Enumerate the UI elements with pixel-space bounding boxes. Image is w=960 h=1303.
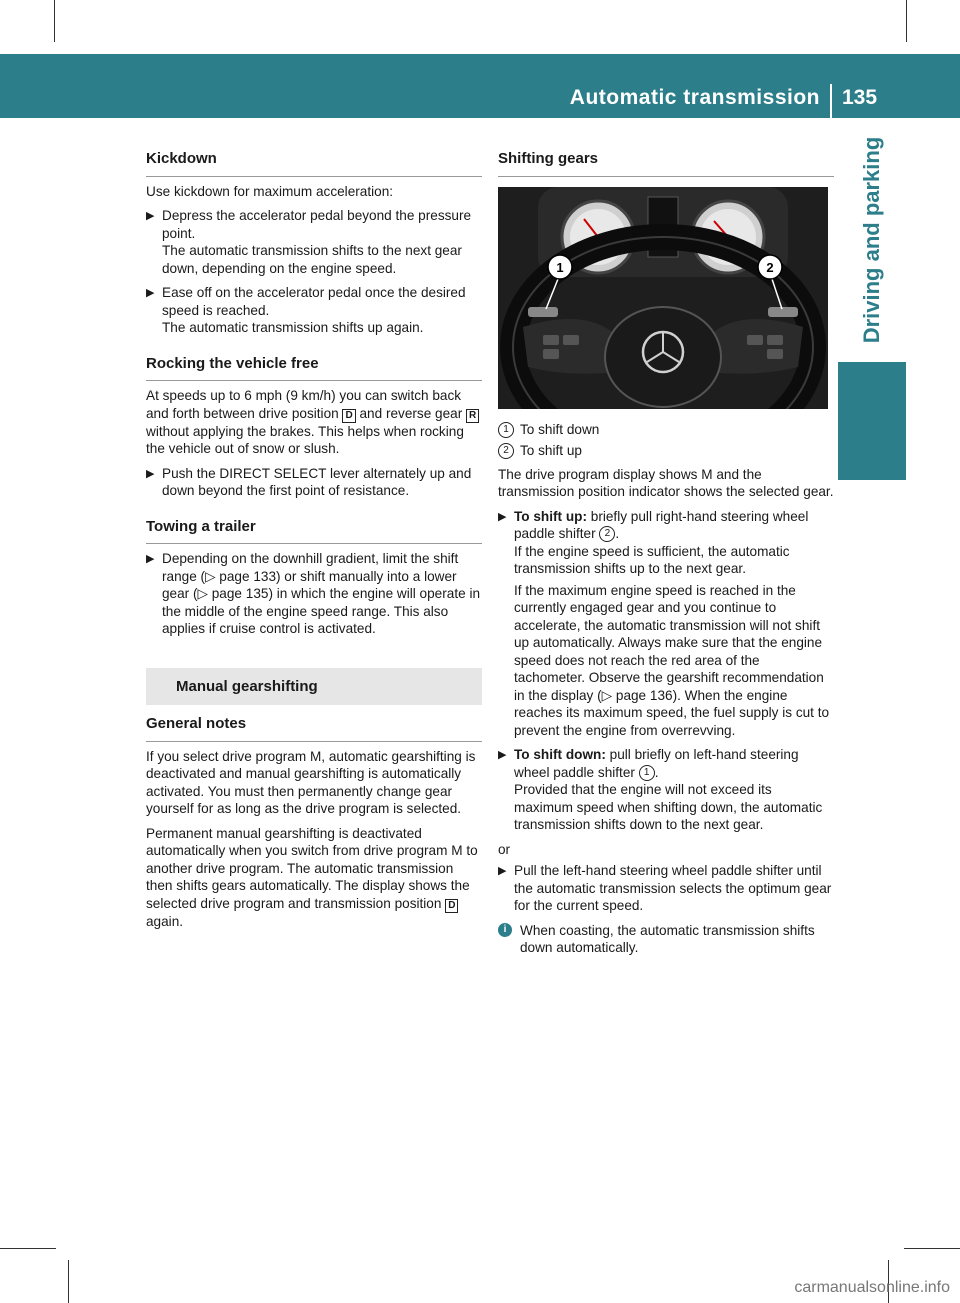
manual-paragraph-1: If you select drive program M, automatic gearshifting is deactivated and manual gearshifting is automatically activated. You must then permanently change gear yourself for as long as the drive program is selected. [146, 748, 476, 816]
callout-number: 2 [599, 526, 615, 542]
text-run: . [654, 764, 659, 780]
drive-program-paragraph: The drive program display shows M and the transmission position indicator shows the selected gear. [498, 466, 834, 499]
step-label: To shift up: [514, 508, 587, 524]
step-arrow-icon: ▶ [146, 210, 155, 222]
crop-mark [68, 1260, 69, 1303]
kickdown-intro: Use kickdown for maximum acceleration: [146, 183, 394, 199]
legend-item-1 [498, 421, 834, 439]
text-run: Permanent manual gearshifting is deactivated automatically when you switch from drive program M to another drive program. The automatic transmission then shifts gears automatically. The display shows the selected drive program and transmission position [146, 825, 478, 911]
step-note: The automatic transmission shifts up again. [162, 320, 424, 335]
step-text: Ease off on the accelerator pedal once the desired speed is reached. [162, 285, 466, 318]
or-text: or [498, 841, 511, 857]
legend-text: To shift down [520, 421, 600, 437]
kickdown-step-2 [146, 284, 482, 337]
step-text: briefly pull right-hand steering wheel paddle shifter [514, 508, 809, 541]
steering-wheel-figure [498, 187, 828, 409]
step-label: To shift down: [514, 747, 606, 762]
callout-number: 2 [498, 443, 514, 459]
general-notes-heading: General notes [146, 715, 482, 742]
step-arrow-icon: ▶ [146, 553, 155, 565]
rocking-heading: Rocking the vehicle free [146, 355, 482, 382]
side-tab-label: Driving and parking [859, 136, 884, 344]
rocking-step-1 [146, 465, 482, 500]
gear-key-d: D [342, 409, 355, 423]
gear-key-d: D [445, 899, 458, 913]
kickdown-step-1 [146, 207, 482, 277]
step-note: If the maximum engine speed is reached in the currently engaged gear and you continue to accelerate, the automatic transmission will not shift up automatically. Always make sure that the engine speed does not reach the red area of the tachometer. Observe the gearshift recommendation in the display (▷ page 136). When the engine reaches its maximum speed, the fuel supply is cut to prevent the engine from overrevving. [514, 582, 830, 738]
page-number: 135 [842, 86, 878, 109]
step-text: Push the DIRECT SELECT lever alternately up and down beyond the first point of resistance. [162, 465, 472, 498]
shift-up-step [498, 508, 834, 740]
text-run: and reverse gear [355, 405, 467, 421]
pull-paddle-step [498, 862, 834, 915]
step-text: Depending on the downhill gradient, limit the shift range (▷ page 133) or shift manually into a lower gear (▷ page 135) in which the engine will operate in the middle of the engine speed range. This also applies if cruise control is activated. [162, 551, 481, 636]
manual-paragraph-2 [146, 825, 482, 931]
callout-number: 1 [639, 765, 655, 781]
info-icon: i [498, 923, 512, 937]
crop-mark [904, 1248, 960, 1249]
figure-callout-1: 1 [556, 259, 564, 275]
legend-text: To shift up [520, 443, 582, 458]
side-tab-marker [838, 362, 906, 480]
step-text: Pull the left-hand steering wheel paddle shifter until the automatic transmission selects the optimum gear for the current speed. [514, 863, 832, 913]
crop-mark [0, 1248, 56, 1249]
callout-number: 1 [498, 422, 514, 438]
gear-key-r: R [466, 409, 479, 423]
page-header-title: Automatic transmission [569, 86, 820, 109]
legend-item-2 [498, 442, 834, 460]
text-run: again. [146, 913, 184, 929]
step-arrow-icon: ▶ [146, 467, 155, 480]
step-arrow-icon: ▶ [498, 865, 507, 877]
step-arrow-icon: ▶ [498, 510, 507, 523]
info-note [498, 922, 834, 957]
info-text: When coasting, the automatic transmission shifts down automatically. [520, 922, 815, 955]
step-arrow-icon: ▶ [498, 749, 507, 761]
text-run: At speeds up to 6 mph (9 km/h) you can switch back and forth between drive position [146, 388, 462, 421]
step-note: The automatic transmission shifts to the next gear down, depending on the engine speed. [162, 243, 462, 276]
step-text: Depress the accelerator pedal beyond the pressure point. [162, 208, 472, 241]
footer-watermark: carmanualsonline.info [794, 1279, 950, 1296]
crop-mark [906, 0, 907, 42]
steering-wheel-illustration [498, 187, 828, 409]
crop-mark [54, 0, 55, 42]
step-note: If the engine speed is sufficient, the automatic transmission shifts up to the next gear. [514, 543, 790, 576]
towing-step-1 [146, 550, 482, 638]
left-column [146, 150, 482, 937]
shift-down-step [498, 746, 834, 834]
towing-heading: Towing a trailer [146, 518, 482, 545]
shifting-gears-heading: Shifting gears [498, 150, 834, 177]
step-text: pull briefly on left-hand steering wheel paddle shifter [514, 747, 799, 780]
step-arrow-icon: ▶ [146, 287, 155, 299]
text-run: . [615, 526, 620, 541]
right-column [498, 150, 834, 964]
rocking-paragraph [146, 387, 482, 458]
header-divider [830, 84, 832, 118]
section-title-box: Manual gearshifting [146, 668, 482, 706]
kickdown-heading: Kickdown [146, 150, 482, 177]
figure-callout-2: 2 [766, 259, 774, 275]
step-note: Provided that the engine will not exceed its maximum speed when shifting down, the automatic transmission shifts down to the next gear. [514, 782, 823, 832]
text-run: without applying the brakes. This helps when rocking the vehicle out of snow or slush. [146, 423, 464, 456]
